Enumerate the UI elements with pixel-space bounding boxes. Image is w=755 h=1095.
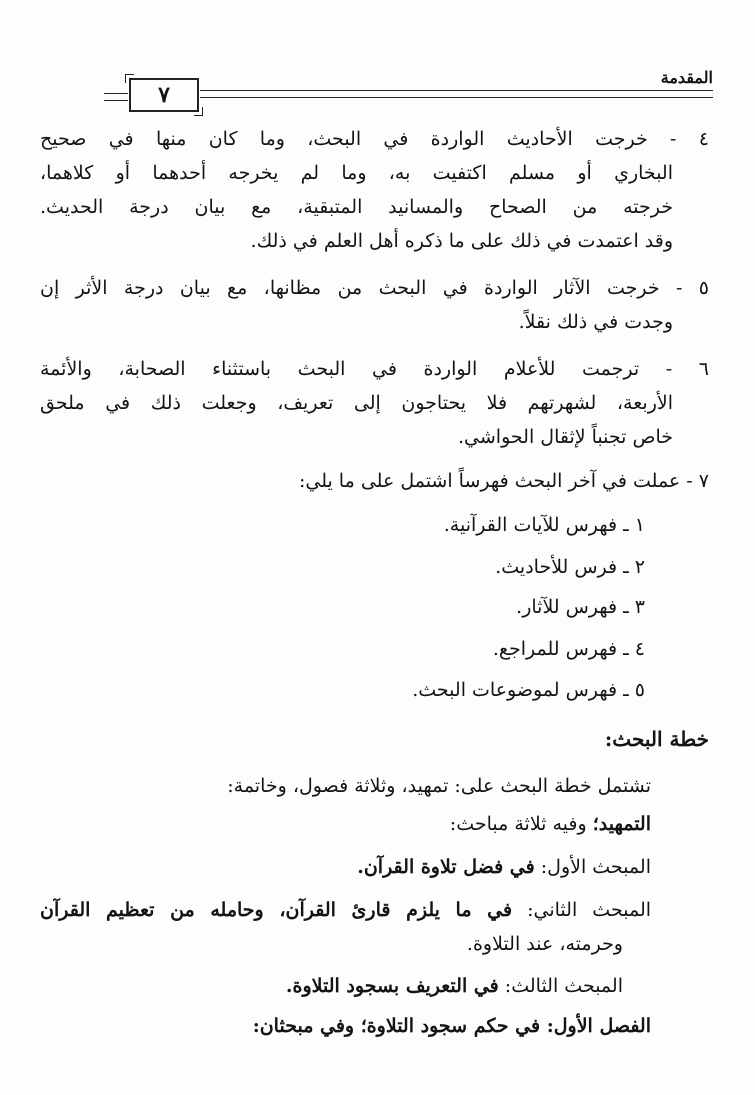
index-item-3: ٣ ـ فهرس للآثار.	[516, 596, 645, 618]
item-5-number: ٥	[698, 277, 709, 299]
header-double-rule	[200, 90, 713, 98]
item-7-line-1: ٧ - عملت في آخر البحث فهرساً اشتمل على ما يلي:	[298, 470, 709, 492]
plan-fasl-1: الفصل الأول: في حكم سجود التلاوة؛ وفي مبحثان:	[252, 1015, 651, 1037]
plan-mabhath-2-cont: وحرمته، عند التلاوة.	[466, 933, 623, 955]
index-item-1: ١ ـ فهرس للآيات القرآنية.	[443, 514, 645, 536]
item-6-line-1: ٦ - ترجمت للأعلام الواردة في البحث باستثناء الصحابة، والأئمة	[40, 358, 709, 380]
item-4-number: ٤	[698, 128, 709, 150]
index-item-5: ٥ ـ فهرس لموضوعات البحث.	[412, 679, 645, 701]
item-5-line-1: ٥ - خرجت الآثار الواردة في البحث من مظانها، مع بيان درجة الأثر إن	[40, 277, 709, 299]
index-item-4: ٤ ـ فهرس للمراجع.	[492, 638, 645, 660]
running-header-title: المقدمة	[660, 68, 713, 87]
tamheed-label: التمهيد؛	[592, 813, 651, 835]
item-4-line-3: خرجته من الصحاح والمسانيد المتبقية، مع بيان درجة الحديث.	[40, 196, 673, 218]
item-6-line-3: خاص تجنباً لإثقال الحواشي.	[458, 426, 673, 448]
item-6-number: ٦	[698, 358, 709, 380]
item-5-line-2: وجدت في ذلك نقلاً.	[518, 311, 673, 333]
item-4-line-1: ٤ - خرجت الأحاديث الواردة في البحث، وما كان منها في صحيح	[40, 128, 709, 150]
plan-mabhath-3: المبحث الثالث: في التعريف بسجود التلاوة.	[285, 975, 623, 997]
plan-intro: تشتمل خطة البحث على: تمهيد، وثلاثة فصول، وخاتمة:	[227, 775, 651, 797]
page-number-frame	[129, 78, 199, 112]
item-6-line-2: الأربعة، لشهرتهم فلا يحتاجون إلى تعريف، وجعلت ذلك في ملحق	[40, 392, 673, 414]
header-left-rule	[104, 93, 128, 101]
item-7-number: ٧	[698, 470, 709, 492]
item-4-line-2: البخاري أو مسلم اكتفيت به، وما لم يخرجه أحدهما أو كلاهما،	[40, 162, 673, 184]
research-plan-heading: خطة البحث:	[604, 727, 709, 751]
plan-mabhath-2: المبحث الثاني: في ما يلزم قارئ القرآن، وحامله من تعظيم القرآن	[40, 899, 652, 921]
plan-tamheed: التمهيد؛ وفيه ثلاثة مباحث:	[449, 813, 651, 835]
item-4-line-4: وقد اعتمدت في ذلك على ما ذكره أهل العلم في ذلك.	[250, 230, 673, 252]
plan-mabhath-1: المبحث الأول: في فضل تلاوة القرآن.	[357, 856, 651, 878]
page-number: ٧	[158, 82, 170, 108]
index-item-2: ٢ ـ فرس للأحاديث.	[495, 556, 645, 578]
